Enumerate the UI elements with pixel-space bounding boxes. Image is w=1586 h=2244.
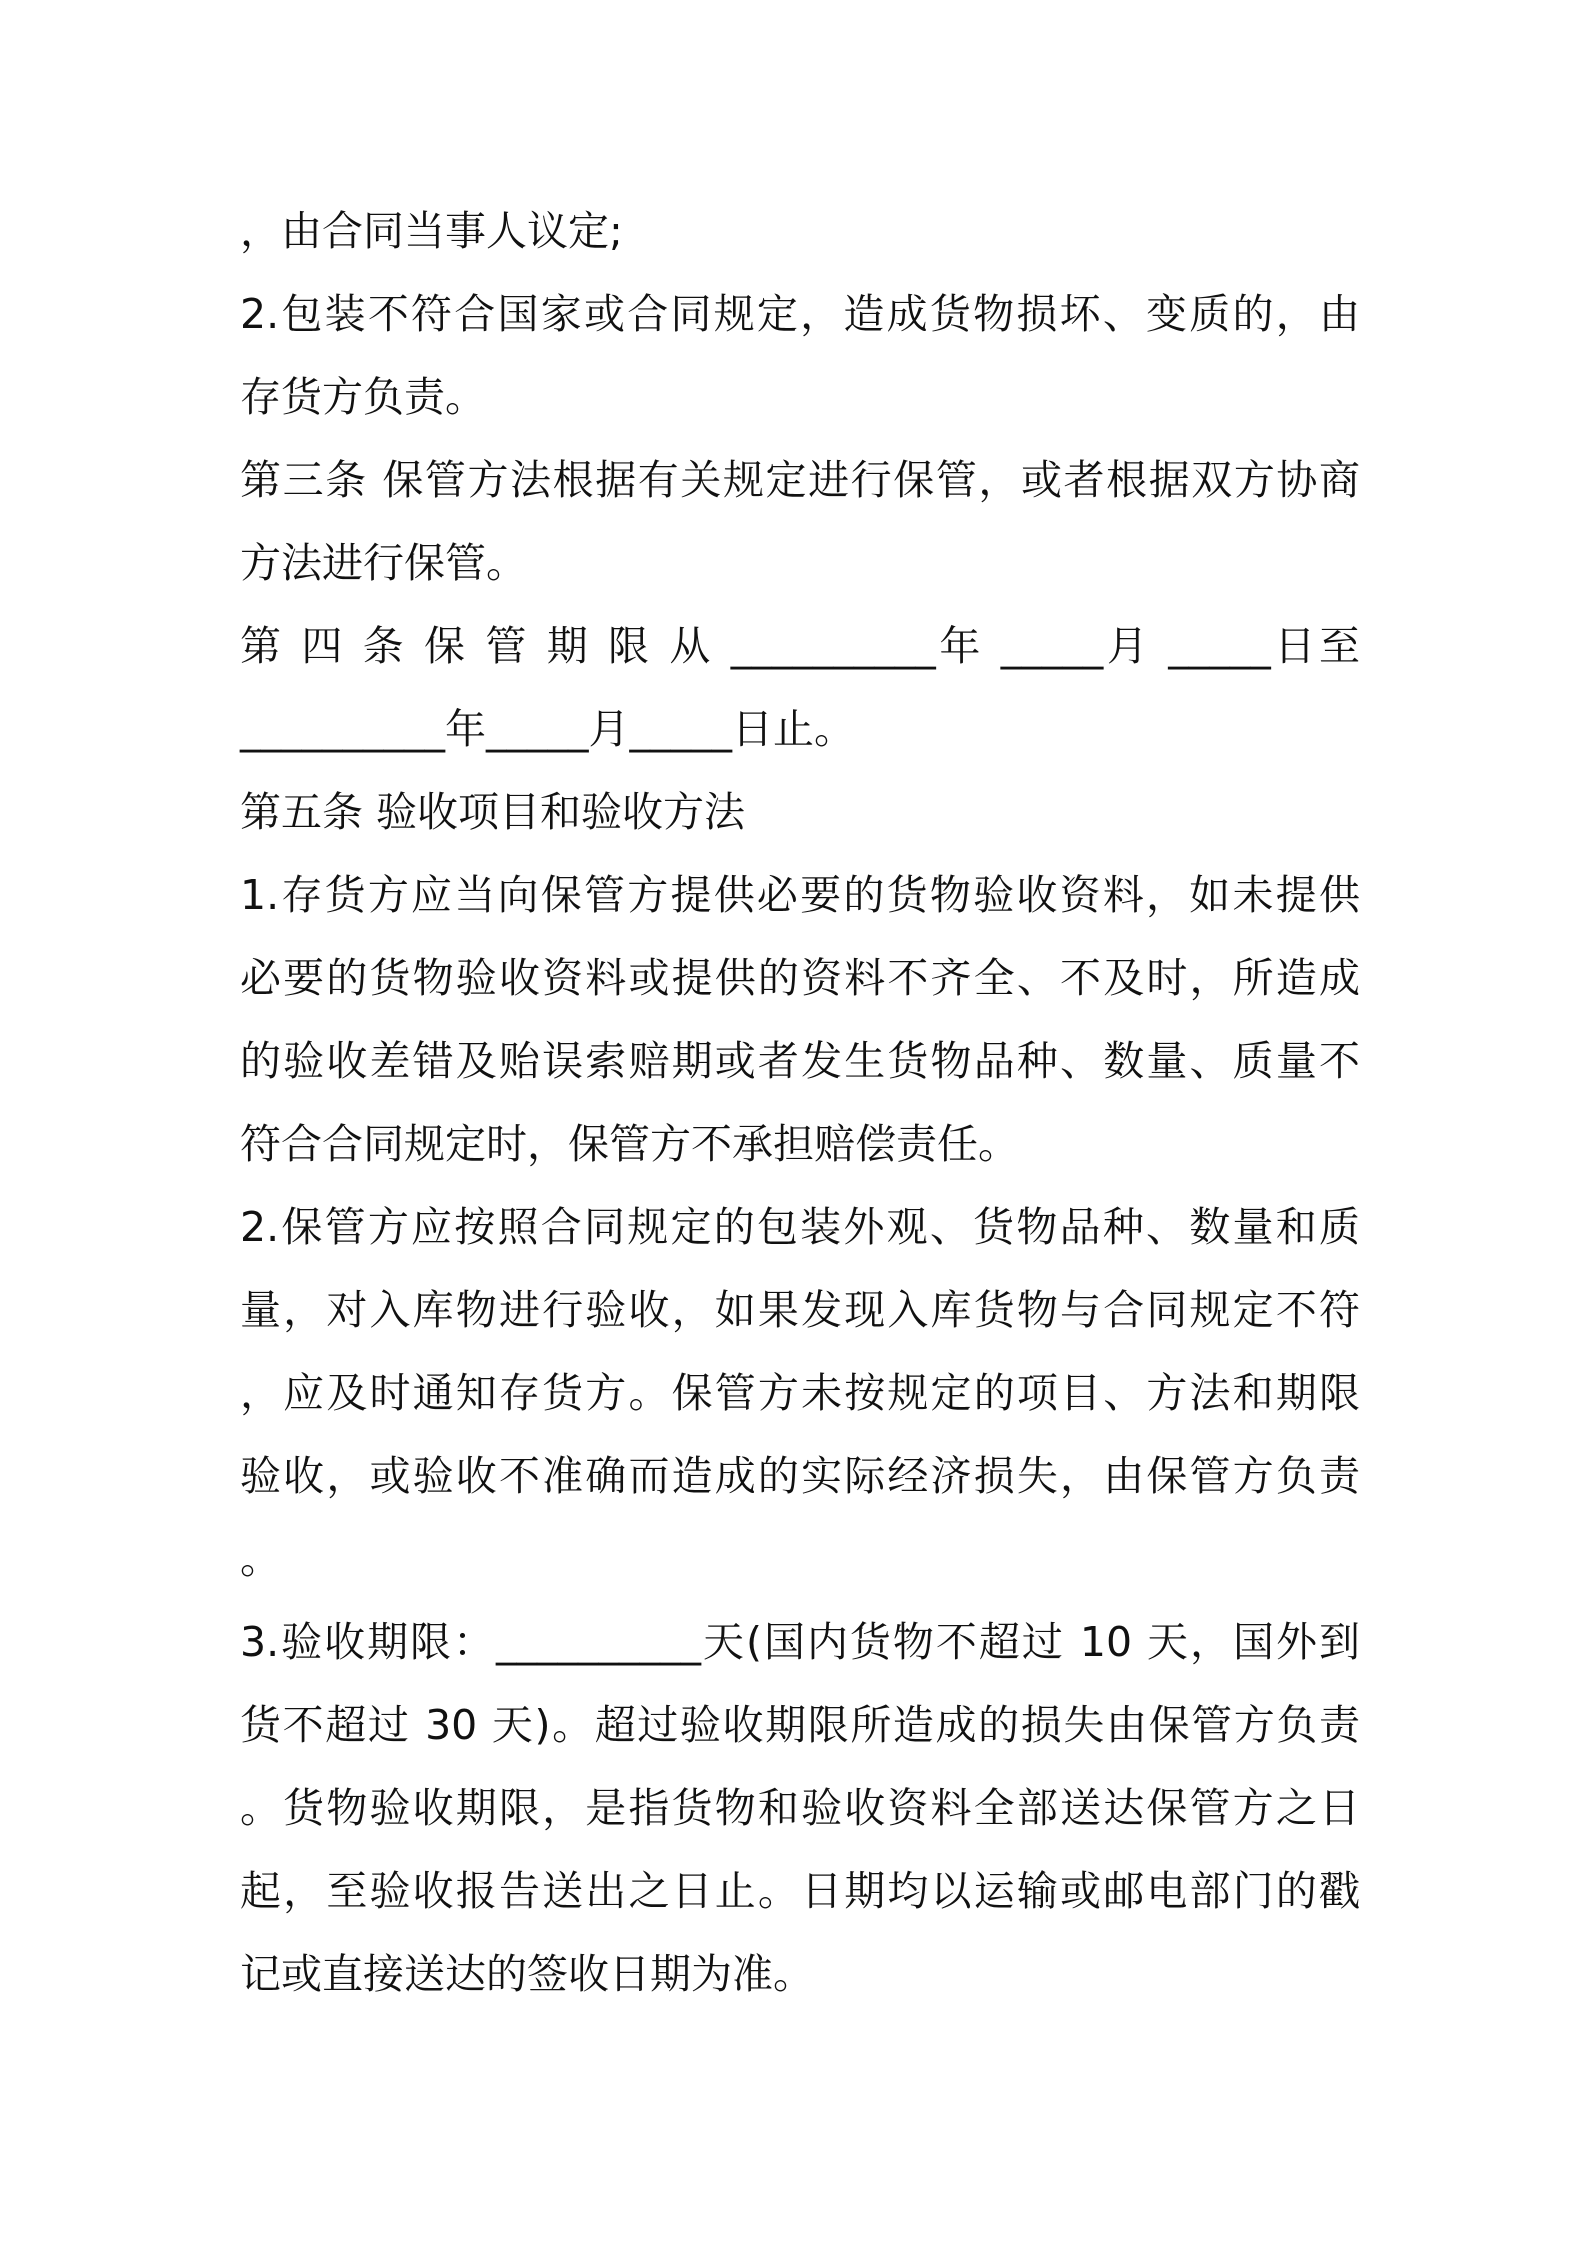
text-line-19: 货不超过 30 天)。超过验收期限所造成的损失由保管方负责 (240, 1701, 1360, 1749)
text-line-15: ，应及时通知存货方。保管方未按规定的项目、方法和期限 (240, 1369, 1360, 1417)
text-line-18: 3.验收期限：__________天(国内货物不超过 10 天，国外到 (240, 1618, 1360, 1666)
text-line-1: ，由合同当事人议定; (240, 207, 623, 255)
text-line-21: 起，至验收报告送出之日止。日期均以运输或邮电部门的戳 (240, 1867, 1360, 1915)
text-line-14: 量，对入库物进行验收，如果发现入库货物与合同规定不符 (240, 1286, 1360, 1334)
text-line-4: 第三条 保管方法根据有关规定进行保管，或者根据双方协商 (240, 456, 1360, 504)
text-line-11: 的验收差错及贻误索赔期或者发生货物品种、数量、质量不 (240, 1037, 1360, 1085)
text-line-5: 方法进行保管。 (240, 539, 527, 587)
text-line-3: 存货方负责。 (240, 373, 486, 421)
text-line-16: 验收，或验收不准确而造成的实际经济损失，由保管方负责 (240, 1452, 1360, 1500)
text-line-22: 记或直接送达的签收日期为准。 (240, 1950, 814, 1998)
text-line-9: 1.存货方应当向保管方提供必要的货物验收资料，如未提供 (240, 871, 1360, 919)
text-line-12: 符合合同规定时，保管方不承担赔偿责任。 (240, 1120, 1019, 1168)
text-line-17: 。 (240, 1535, 281, 1583)
text-line-6: 第 四 条 保 管 期 限 从 __________年 _____月 _____日至 (240, 622, 1360, 670)
document-page (240, 190, 1360, 2016)
text-line-13: 2.保管方应按照合同规定的包装外观、货物品种、数量和质 (240, 1203, 1360, 1251)
text-line-2: 2.包装不符合国家或合同规定，造成货物损坏、变质的，由 (240, 290, 1360, 338)
text-line-8: 第五条 验收项目和验收方法 (240, 788, 746, 836)
text-line-10: 必要的货物验收资料或提供的资料不齐全、不及时，所造成 (240, 954, 1360, 1002)
text-line-7: __________年_____月_____日止。 (240, 705, 855, 753)
text-line-20: 。货物验收期限，是指货物和验收资料全部送达保管方之日 (240, 1784, 1360, 1832)
